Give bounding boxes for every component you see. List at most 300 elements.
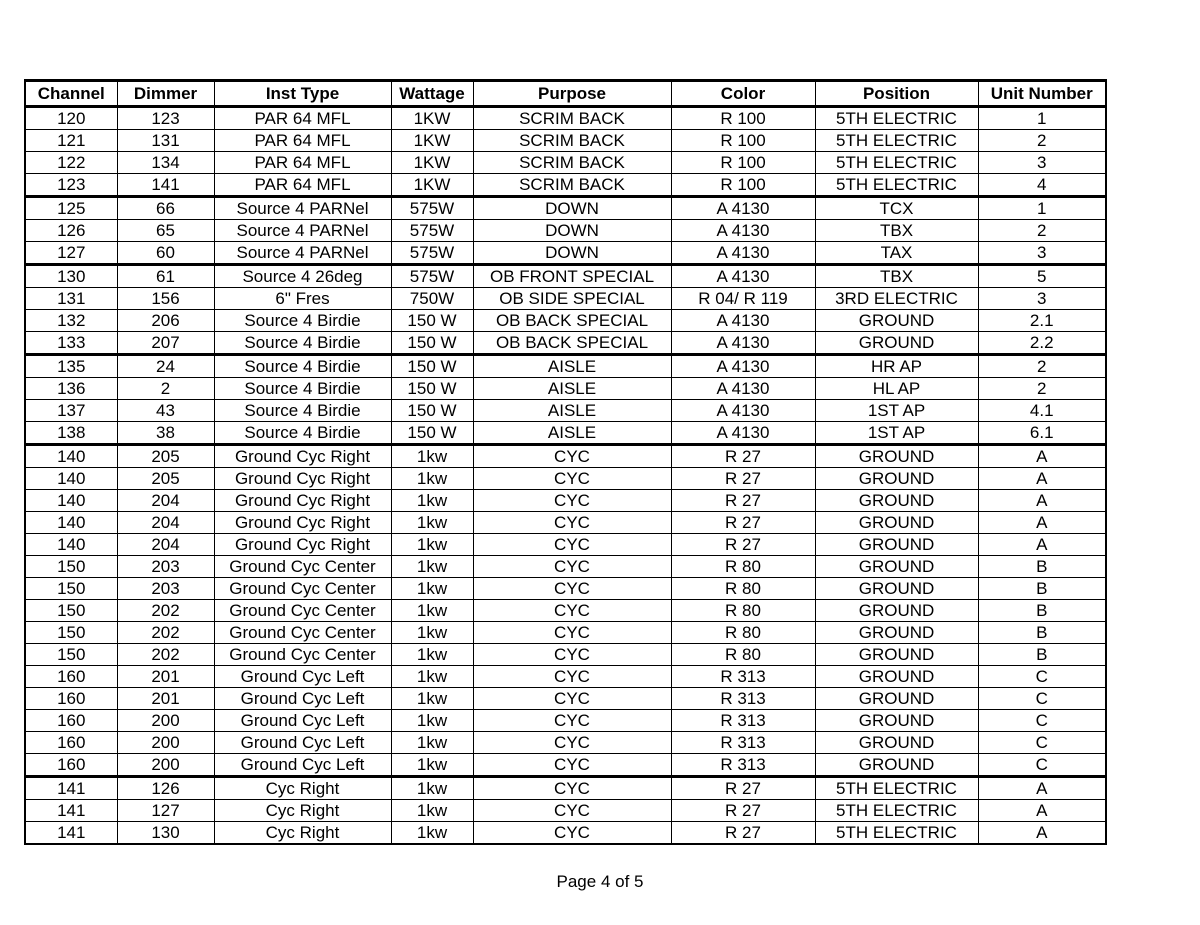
cell-wattage: 575W (391, 265, 473, 288)
cell-color: R 100 (671, 174, 815, 197)
cell-dimmer: 2 (117, 378, 214, 400)
cell-channel: 141 (25, 800, 117, 822)
cell-purpose: DOWN (473, 220, 671, 242)
table-row (25, 622, 1106, 644)
cell-dimmer: 204 (117, 490, 214, 512)
table-row (25, 152, 1106, 174)
cell-position: GROUND (815, 688, 978, 710)
cell-purpose: CYC (473, 644, 671, 666)
cell-inst-type: Ground Cyc Right (214, 512, 391, 534)
cell-position: GROUND (815, 600, 978, 622)
cell-color: R 313 (671, 666, 815, 688)
cell-inst-type: Source 4 Birdie (214, 310, 391, 332)
table-row (25, 822, 1106, 845)
cell-inst-type: Ground Cyc Right (214, 468, 391, 490)
cell-dimmer: 134 (117, 152, 214, 174)
cell-unit-number: 2.2 (978, 332, 1106, 355)
table-row (25, 378, 1106, 400)
cell-color: A 4130 (671, 378, 815, 400)
cell-wattage: 1kw (391, 578, 473, 600)
cell-inst-type: Ground Cyc Center (214, 556, 391, 578)
cell-inst-type: Source 4 Birdie (214, 378, 391, 400)
cell-dimmer: 202 (117, 600, 214, 622)
cell-color: A 4130 (671, 400, 815, 422)
cell-wattage: 1kw (391, 800, 473, 822)
table-row (25, 445, 1106, 468)
cell-channel: 160 (25, 732, 117, 754)
cell-unit-number: B (978, 600, 1106, 622)
cell-channel: 127 (25, 242, 117, 265)
table-row (25, 130, 1106, 152)
cell-position: HR AP (815, 355, 978, 378)
cell-channel: 150 (25, 556, 117, 578)
cell-channel: 132 (25, 310, 117, 332)
cell-dimmer: 201 (117, 688, 214, 710)
cell-position: GROUND (815, 732, 978, 754)
cell-unit-number: B (978, 556, 1106, 578)
cell-inst-type: Ground Cyc Left (214, 688, 391, 710)
table-row (25, 422, 1106, 445)
cell-purpose: OB FRONT SPECIAL (473, 265, 671, 288)
cell-channel: 121 (25, 130, 117, 152)
cell-dimmer: 204 (117, 534, 214, 556)
cell-dimmer: 156 (117, 288, 214, 310)
cell-unit-number: C (978, 732, 1106, 754)
cell-position: GROUND (815, 310, 978, 332)
cell-purpose: AISLE (473, 422, 671, 445)
cell-purpose: CYC (473, 578, 671, 600)
cell-inst-type: Source 4 PARNel (214, 220, 391, 242)
header-row (25, 81, 1106, 107)
cell-wattage: 575W (391, 220, 473, 242)
cell-inst-type: Ground Cyc Center (214, 578, 391, 600)
page-number: Page 4 of 5 (556, 872, 644, 891)
cell-channel: 141 (25, 822, 117, 845)
cell-unit-number: 4 (978, 174, 1106, 197)
cell-channel: 130 (25, 265, 117, 288)
cell-unit-number: 1 (978, 197, 1106, 220)
cell-wattage: 1kw (391, 512, 473, 534)
cell-wattage: 1kw (391, 754, 473, 777)
cell-inst-type: Cyc Right (214, 800, 391, 822)
cell-position: 5TH ELECTRIC (815, 174, 978, 197)
cell-position: 5TH ELECTRIC (815, 152, 978, 174)
cell-inst-type: Source 4 PARNel (214, 197, 391, 220)
cell-position: TCX (815, 197, 978, 220)
cell-color: R 27 (671, 490, 815, 512)
cell-wattage: 1kw (391, 600, 473, 622)
cell-unit-number: 2 (978, 355, 1106, 378)
table-row (25, 310, 1106, 332)
cell-channel: 150 (25, 622, 117, 644)
cell-purpose: CYC (473, 468, 671, 490)
cell-dimmer: 205 (117, 445, 214, 468)
cell-channel: 131 (25, 288, 117, 310)
cell-channel: 140 (25, 490, 117, 512)
cell-channel: 141 (25, 777, 117, 800)
cell-wattage: 1KW (391, 152, 473, 174)
cell-inst-type: PAR 64 MFL (214, 130, 391, 152)
table-row (25, 600, 1106, 622)
cell-channel: 150 (25, 600, 117, 622)
cell-unit-number: B (978, 578, 1106, 600)
cell-unit-number: 2 (978, 378, 1106, 400)
cell-inst-type: Source 4 PARNel (214, 242, 391, 265)
cell-inst-type: Ground Cyc Left (214, 732, 391, 754)
cell-purpose: CYC (473, 732, 671, 754)
cell-dimmer: 65 (117, 220, 214, 242)
cell-wattage: 150 W (391, 422, 473, 445)
column-header-purpose: Purpose (473, 81, 671, 107)
cell-unit-number: 2 (978, 220, 1106, 242)
table-row (25, 777, 1106, 800)
cell-dimmer: 203 (117, 578, 214, 600)
cell-unit-number: 3 (978, 152, 1106, 174)
cell-purpose: AISLE (473, 400, 671, 422)
cell-color: A 4130 (671, 355, 815, 378)
cell-color: R 04/ R 119 (671, 288, 815, 310)
cell-position: GROUND (815, 754, 978, 777)
cell-wattage: 1kw (391, 644, 473, 666)
cell-wattage: 1kw (391, 534, 473, 556)
cell-color: R 80 (671, 600, 815, 622)
cell-color: R 27 (671, 800, 815, 822)
cell-unit-number: 1 (978, 107, 1106, 130)
cell-unit-number: 2.1 (978, 310, 1106, 332)
cell-dimmer: 43 (117, 400, 214, 422)
cell-dimmer: 127 (117, 800, 214, 822)
cell-wattage: 150 W (391, 355, 473, 378)
cell-channel: 123 (25, 174, 117, 197)
cell-position: 5TH ELECTRIC (815, 130, 978, 152)
cell-color: R 313 (671, 754, 815, 777)
table-row (25, 710, 1106, 732)
cell-color: A 4130 (671, 422, 815, 445)
cell-purpose: OB BACK SPECIAL (473, 310, 671, 332)
cell-wattage: 1kw (391, 622, 473, 644)
cell-dimmer: 141 (117, 174, 214, 197)
cell-inst-type: Ground Cyc Left (214, 754, 391, 777)
cell-purpose: CYC (473, 556, 671, 578)
cell-color: R 100 (671, 130, 815, 152)
cell-dimmer: 201 (117, 666, 214, 688)
table-row (25, 265, 1106, 288)
cell-color: R 100 (671, 107, 815, 130)
cell-inst-type: PAR 64 MFL (214, 174, 391, 197)
cell-unit-number: A (978, 534, 1106, 556)
cell-wattage: 150 W (391, 400, 473, 422)
cell-unit-number: C (978, 754, 1106, 777)
cell-purpose: CYC (473, 512, 671, 534)
cell-channel: 140 (25, 534, 117, 556)
cell-channel: 135 (25, 355, 117, 378)
cell-inst-type: 6" Fres (214, 288, 391, 310)
cell-wattage: 150 W (391, 332, 473, 355)
cell-wattage: 750W (391, 288, 473, 310)
cell-purpose: CYC (473, 445, 671, 468)
cell-color: A 4130 (671, 197, 815, 220)
cell-unit-number: 3 (978, 242, 1106, 265)
cell-position: 1ST AP (815, 422, 978, 445)
cell-position: TBX (815, 220, 978, 242)
cell-dimmer: 203 (117, 556, 214, 578)
cell-position: GROUND (815, 332, 978, 355)
cell-inst-type: Cyc Right (214, 777, 391, 800)
cell-color: A 4130 (671, 265, 815, 288)
table-row (25, 666, 1106, 688)
cell-position: 1ST AP (815, 400, 978, 422)
column-header-position: Position (815, 81, 978, 107)
cell-wattage: 1kw (391, 468, 473, 490)
cell-purpose: SCRIM BACK (473, 152, 671, 174)
cell-dimmer: 60 (117, 242, 214, 265)
table-row (25, 490, 1106, 512)
cell-wattage: 150 W (391, 310, 473, 332)
cell-color: A 4130 (671, 220, 815, 242)
cell-position: GROUND (815, 644, 978, 666)
cell-inst-type: Ground Cyc Left (214, 710, 391, 732)
cell-wattage: 1KW (391, 107, 473, 130)
cell-purpose: SCRIM BACK (473, 130, 671, 152)
cell-unit-number: B (978, 644, 1106, 666)
cell-wattage: 1kw (391, 688, 473, 710)
cell-inst-type: Ground Cyc Left (214, 666, 391, 688)
cell-inst-type: Source 4 Birdie (214, 332, 391, 355)
cell-unit-number: C (978, 666, 1106, 688)
cell-wattage: 1kw (391, 777, 473, 800)
cell-wattage: 1kw (391, 710, 473, 732)
table-row (25, 644, 1106, 666)
cell-purpose: CYC (473, 666, 671, 688)
cell-position: GROUND (815, 445, 978, 468)
cell-position: 5TH ELECTRIC (815, 777, 978, 800)
cell-position: GROUND (815, 578, 978, 600)
cell-unit-number: 3 (978, 288, 1106, 310)
cell-color: R 100 (671, 152, 815, 174)
cell-position: 5TH ELECTRIC (815, 800, 978, 822)
table-row (25, 400, 1106, 422)
cell-inst-type: Source 4 Birdie (214, 400, 391, 422)
cell-wattage: 1kw (391, 822, 473, 845)
cell-color: R 80 (671, 644, 815, 666)
cell-wattage: 1KW (391, 174, 473, 197)
cell-position: GROUND (815, 490, 978, 512)
cell-unit-number: B (978, 622, 1106, 644)
cell-inst-type: Ground Cyc Center (214, 644, 391, 666)
cell-wattage: 1kw (391, 732, 473, 754)
cell-purpose: SCRIM BACK (473, 174, 671, 197)
cell-channel: 125 (25, 197, 117, 220)
cell-color: R 27 (671, 468, 815, 490)
cell-dimmer: 24 (117, 355, 214, 378)
cell-unit-number: 4.1 (978, 400, 1106, 422)
cell-dimmer: 126 (117, 777, 214, 800)
cell-purpose: DOWN (473, 242, 671, 265)
table-row (25, 578, 1106, 600)
cell-inst-type: PAR 64 MFL (214, 107, 391, 130)
cell-inst-type: Ground Cyc Center (214, 622, 391, 644)
cell-dimmer: 123 (117, 107, 214, 130)
cell-position: GROUND (815, 622, 978, 644)
cell-channel: 137 (25, 400, 117, 422)
cell-position: GROUND (815, 666, 978, 688)
cell-wattage: 1kw (391, 666, 473, 688)
cell-inst-type: Source 4 Birdie (214, 422, 391, 445)
cell-wattage: 575W (391, 197, 473, 220)
cell-position: TBX (815, 265, 978, 288)
cell-purpose: CYC (473, 800, 671, 822)
cell-purpose: OB BACK SPECIAL (473, 332, 671, 355)
cell-position: GROUND (815, 468, 978, 490)
cell-purpose: CYC (473, 688, 671, 710)
cell-purpose: CYC (473, 490, 671, 512)
cell-channel: 140 (25, 468, 117, 490)
cell-dimmer: 206 (117, 310, 214, 332)
cell-position: GROUND (815, 710, 978, 732)
cell-unit-number: C (978, 688, 1106, 710)
cell-purpose: CYC (473, 600, 671, 622)
cell-color: R 313 (671, 710, 815, 732)
column-header-dimmer: Dimmer (117, 81, 214, 107)
cell-inst-type: Ground Cyc Center (214, 600, 391, 622)
cell-dimmer: 202 (117, 622, 214, 644)
cell-wattage: 1kw (391, 556, 473, 578)
cell-channel: 140 (25, 512, 117, 534)
cell-unit-number: 5 (978, 265, 1106, 288)
cell-channel: 136 (25, 378, 117, 400)
cell-position: HL AP (815, 378, 978, 400)
column-header-unit-number: Unit Number (978, 81, 1106, 107)
cell-channel: 140 (25, 445, 117, 468)
cell-color: R 80 (671, 578, 815, 600)
cell-unit-number: A (978, 777, 1106, 800)
cell-color: R 313 (671, 732, 815, 754)
cell-purpose: SCRIM BACK (473, 107, 671, 130)
cell-unit-number: A (978, 468, 1106, 490)
cell-dimmer: 207 (117, 332, 214, 355)
cell-channel: 160 (25, 688, 117, 710)
cell-inst-type: Source 4 26deg (214, 265, 391, 288)
table-row (25, 220, 1106, 242)
table-body (25, 107, 1106, 845)
cell-position: GROUND (815, 556, 978, 578)
cell-color: R 27 (671, 512, 815, 534)
table-row (25, 107, 1106, 130)
table-row (25, 688, 1106, 710)
cell-color: A 4130 (671, 332, 815, 355)
cell-purpose: CYC (473, 754, 671, 777)
cell-inst-type: Cyc Right (214, 822, 391, 845)
cell-color: R 80 (671, 556, 815, 578)
cell-channel: 160 (25, 710, 117, 732)
cell-purpose: AISLE (473, 355, 671, 378)
cell-dimmer: 205 (117, 468, 214, 490)
cell-position: TAX (815, 242, 978, 265)
cell-purpose: CYC (473, 822, 671, 845)
cell-color: A 4130 (671, 310, 815, 332)
table-row (25, 197, 1106, 220)
cell-channel: 160 (25, 666, 117, 688)
cell-color: R 27 (671, 822, 815, 845)
cell-wattage: 1KW (391, 130, 473, 152)
cell-unit-number: 6.1 (978, 422, 1106, 445)
cell-dimmer: 131 (117, 130, 214, 152)
cell-purpose: CYC (473, 777, 671, 800)
cell-dimmer: 202 (117, 644, 214, 666)
cell-unit-number: A (978, 512, 1106, 534)
table-row (25, 242, 1106, 265)
cell-channel: 126 (25, 220, 117, 242)
cell-inst-type: Ground Cyc Right (214, 490, 391, 512)
table-row (25, 754, 1106, 777)
cell-channel: 160 (25, 754, 117, 777)
cell-dimmer: 200 (117, 732, 214, 754)
cell-channel: 150 (25, 578, 117, 600)
column-header-inst-type: Inst Type (214, 81, 391, 107)
cell-unit-number: A (978, 490, 1106, 512)
table-row (25, 355, 1106, 378)
cell-position: 3RD ELECTRIC (815, 288, 978, 310)
table-row (25, 288, 1106, 310)
table-row (25, 800, 1106, 822)
cell-inst-type: Ground Cyc Right (214, 445, 391, 468)
column-header-wattage: Wattage (391, 81, 473, 107)
cell-channel: 150 (25, 644, 117, 666)
cell-unit-number: A (978, 822, 1106, 845)
table-row (25, 556, 1106, 578)
column-header-channel: Channel (25, 81, 117, 107)
table-row (25, 174, 1106, 197)
channel-hookup-table (24, 79, 1107, 845)
table-row (25, 512, 1106, 534)
cell-dimmer: 200 (117, 754, 214, 777)
cell-position: GROUND (815, 534, 978, 556)
cell-position: 5TH ELECTRIC (815, 822, 978, 845)
cell-inst-type: PAR 64 MFL (214, 152, 391, 174)
cell-channel: 138 (25, 422, 117, 445)
cell-purpose: CYC (473, 534, 671, 556)
table-row (25, 534, 1106, 556)
cell-dimmer: 200 (117, 710, 214, 732)
cell-position: 5TH ELECTRIC (815, 107, 978, 130)
cell-wattage: 575W (391, 242, 473, 265)
cell-unit-number: C (978, 710, 1106, 732)
cell-purpose: CYC (473, 710, 671, 732)
cell-color: A 4130 (671, 242, 815, 265)
cell-wattage: 150 W (391, 378, 473, 400)
table-row (25, 468, 1106, 490)
cell-inst-type: Ground Cyc Right (214, 534, 391, 556)
column-header-color: Color (671, 81, 815, 107)
cell-position: GROUND (815, 512, 978, 534)
cell-unit-number: A (978, 800, 1106, 822)
cell-color: R 27 (671, 445, 815, 468)
cell-dimmer: 130 (117, 822, 214, 845)
cell-wattage: 1kw (391, 490, 473, 512)
cell-unit-number: A (978, 445, 1106, 468)
cell-channel: 122 (25, 152, 117, 174)
cell-dimmer: 61 (117, 265, 214, 288)
cell-color: R 313 (671, 688, 815, 710)
cell-unit-number: 2 (978, 130, 1106, 152)
cell-dimmer: 66 (117, 197, 214, 220)
cell-wattage: 1kw (391, 445, 473, 468)
cell-purpose: DOWN (473, 197, 671, 220)
cell-dimmer: 38 (117, 422, 214, 445)
table-row (25, 332, 1106, 355)
cell-dimmer: 204 (117, 512, 214, 534)
table-row (25, 732, 1106, 754)
